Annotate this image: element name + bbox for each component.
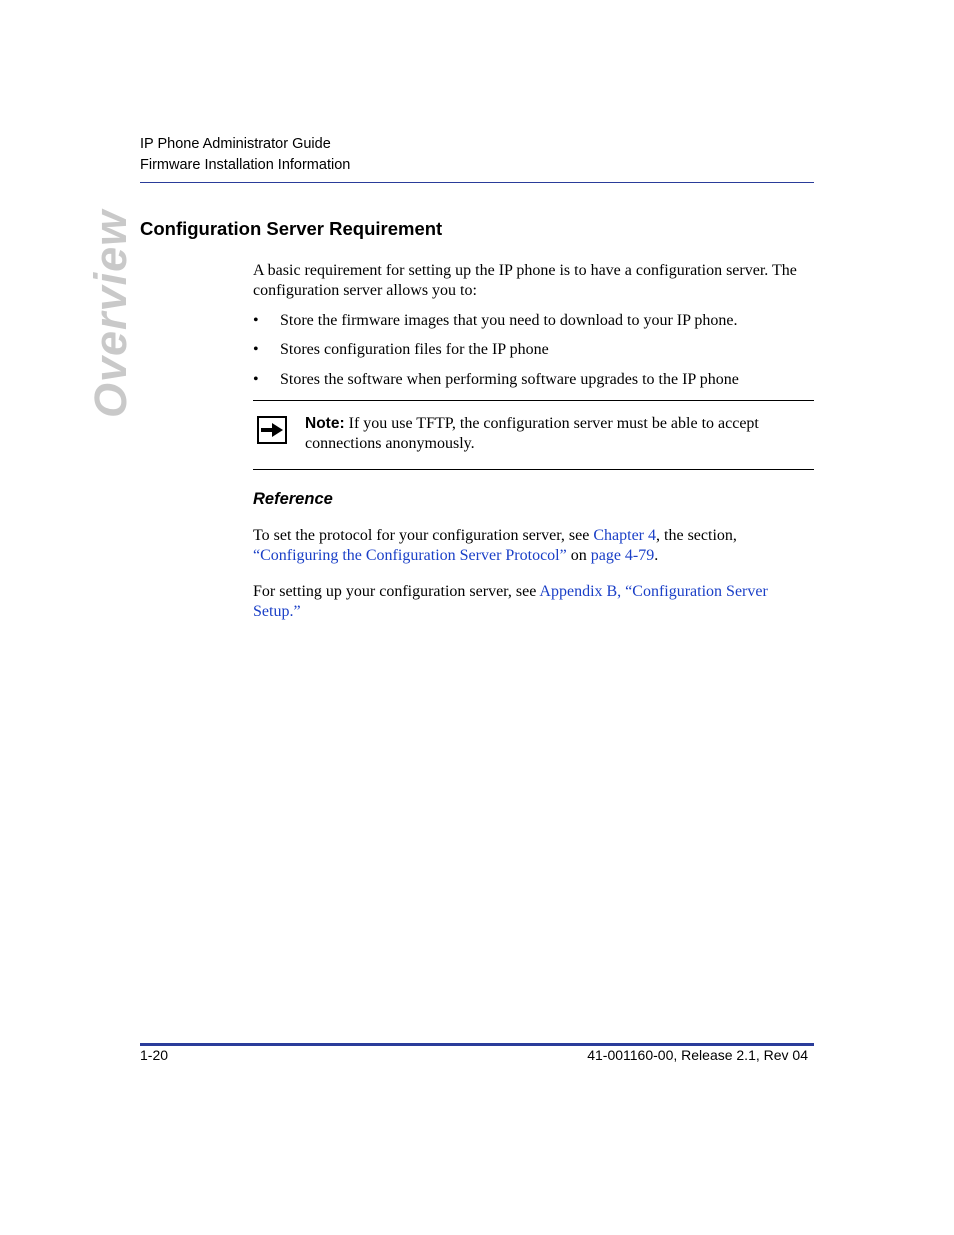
text-run: . — [654, 547, 659, 564]
footer-divider — [140, 1043, 814, 1046]
intro-paragraph: A basic requirement for setting up the IP phone is to have a configuration server. The configuration server allows you to: — [253, 262, 797, 299]
chapter-4-link[interactable]: Chapter 4 — [593, 527, 657, 544]
text-run: For setting up your configuration server, see — [253, 583, 540, 600]
text-run: on — [566, 547, 591, 564]
running-header-chapter: Firmware Installation Information — [140, 157, 351, 173]
page-number: 1-20 — [140, 1047, 169, 1063]
text-run: , the section, — [656, 527, 737, 544]
header-divider — [140, 182, 814, 183]
note-bottom-rule — [253, 469, 814, 470]
list-item-text: Stores configuration files for the IP phone — [280, 341, 549, 358]
appendix-b-link[interactable]: Appendix B, “Configuration Server Setup.” — [253, 583, 768, 620]
document-id: 41-001160-00, Release 2.1, Rev 04 — [587, 1047, 808, 1063]
bullet-marker: • — [253, 371, 259, 388]
list-item-text: Store the firmware images that you need to download to your IP phone. — [280, 312, 738, 329]
bullet-marker: • — [253, 312, 259, 329]
page-4-79-link[interactable]: page 4-79 — [590, 547, 655, 564]
note-label: Note: — [305, 415, 345, 432]
arrow-right-icon-glyph — [261, 423, 283, 437]
bullet-marker: • — [253, 341, 259, 358]
note-body: If you use TFTP, the configuration server must be able to accept connections anonymously. — [305, 415, 759, 452]
reference-paragraph-1 — [253, 526, 815, 566]
side-tab-label: Overview — [85, 209, 136, 418]
section-title: Configuration Server Requirement — [140, 218, 443, 239]
list-item-text: Stores the software when performing software upgrades to the IP phone — [280, 371, 739, 388]
configuring-protocol-link[interactable]: “Configuring the Configuration Server Protocol” — [253, 547, 567, 564]
reference-heading: Reference — [253, 490, 333, 508]
text-run: To set the protocol for your configuration server, see — [253, 527, 594, 544]
note-top-rule — [253, 400, 814, 401]
arrow-right-icon — [257, 416, 287, 444]
running-header-title: IP Phone Administrator Guide — [140, 136, 331, 152]
reference-paragraph-2 — [253, 582, 815, 622]
note-text — [305, 414, 815, 454]
